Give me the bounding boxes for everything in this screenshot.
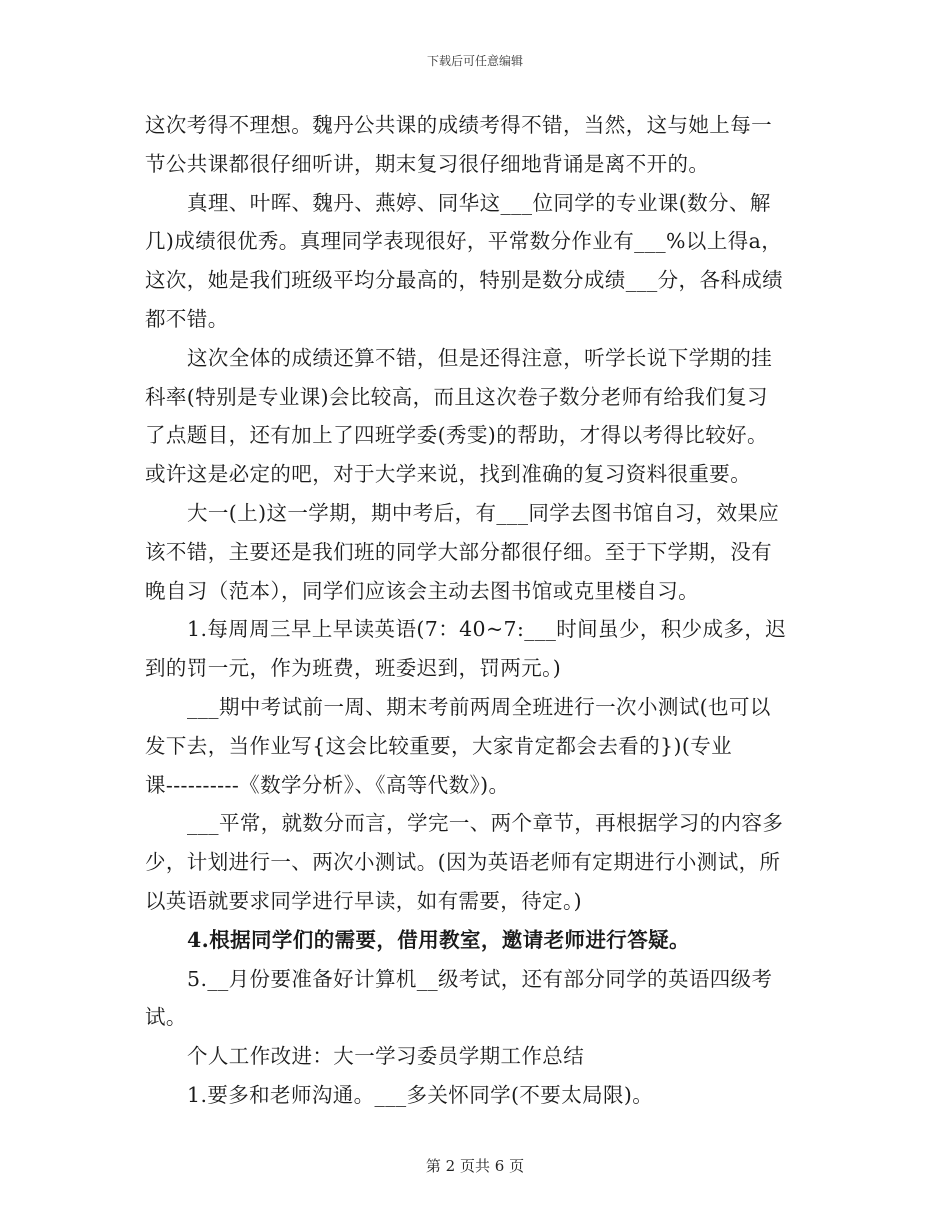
paragraph-start: ___期中考试前一周、期末考前两周全班进行一次小测试(也可以 (187, 694, 771, 719)
paragraph-start: 大一(上)这一学期，期中考后，有___同学去图书馆自习，效果应 (187, 500, 780, 525)
text-line: 该不错，主要还是我们班的同学大部分都很仔细。至于下学期，没有 (145, 539, 772, 564)
text-line: 了点题目，还有加上了四班学委(秀雯)的帮助，才得以考得比较好。 (145, 423, 768, 448)
paragraph-start: 这次全体的成绩还算不错，但是还得注意，听学长说下学期的挂 (187, 345, 773, 370)
text-line: 晚自习（范本），同学们应该会主动去图书馆或克里楼自习。 (145, 578, 700, 603)
list-item-4: 4.根据同学们的需要，借用教室，邀请老师进行答疑。 (187, 927, 690, 952)
list-item-improvement-1: 1.要多和老师沟通。___多关怀同学(不要太局限)。 (187, 1082, 654, 1107)
text-line: 科率(特别是专业课)会比较高，而且这次卷子数分老师有给我们复习 (145, 384, 768, 409)
text-line: 都不错。 (145, 306, 229, 331)
page-number: 第 2 页共 6 页 (425, 1157, 525, 1175)
paragraph-start: 真理、叶晖、魏丹、燕婷、同华这___位同学的专业课(数分、解 (187, 190, 771, 215)
page-header: 下载后可任意编辑 (426, 54, 523, 68)
list-item-5: 5.__月份要准备好计算机__级考试，还有部分同学的英语四级考 (187, 966, 773, 991)
paragraph-start: ___平常，就数分而言，学完一、两个章节，再根据学习的内容多 (187, 811, 784, 836)
text-line: 试。 (145, 1005, 187, 1030)
text-line: 这次考得不理想。魏丹公共课的成绩考得不错，当然，这与她上每一 (145, 113, 772, 137)
section-heading: 个人工作改进：大一学习委员学期工作总结 (187, 1044, 585, 1069)
text-line: 节公共课都很仔细听讲，期末复习很仔细地背诵是离不开的。 (145, 151, 710, 176)
text-line: 课----------《数学分析》、《高等代数》)。 (145, 772, 510, 797)
list-item-1: 1.每周周三早上早读英语(7：40~7:___时间虽少，积少成多，迟 (187, 617, 787, 642)
text-line: 或许这是必定的吧，对于大学来说，找到准确的复习资料很重要。 (145, 462, 752, 487)
document-body (145, 106, 805, 1115)
text-line: 到的罚一元，作为班费，班委迟到，罚两元。) (145, 656, 562, 681)
text-line: 这次，她是我们班级平均分最高的，特别是数分成绩___分，各科成绩 (145, 268, 784, 293)
text-line: 几)成绩很优秀。真理同学表现很好，平常数分作业有___%以上得a， (145, 229, 783, 254)
text-line: 发下去，当作业写{这会比较重要，大家肯定都会去看的})(专业 (145, 733, 733, 758)
text-line: 以英语就要求同学进行早读，如有需要，待定。) (145, 888, 583, 913)
text-line: 少，计划进行一、两次小测试。(因为英语老师有定期进行小测试，所 (145, 850, 781, 875)
